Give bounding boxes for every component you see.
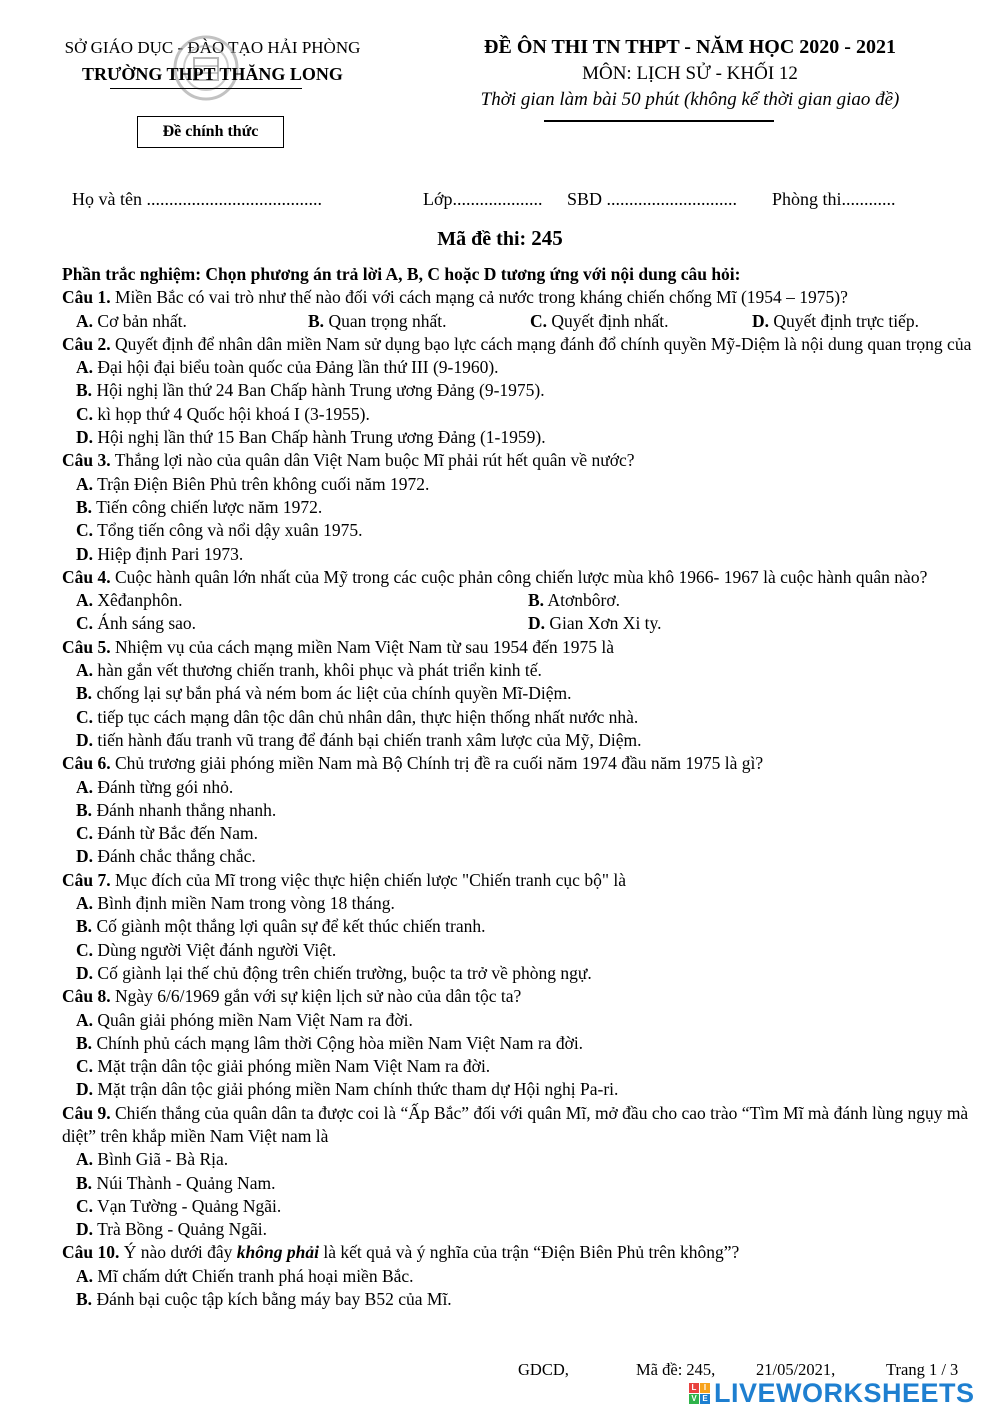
option-text: Quyết định nhất. bbox=[551, 310, 669, 331]
option-letter: C. bbox=[76, 706, 94, 727]
option-text: Mặt trận dân tộc giải phóng miền Nam chính thức tham dự Hội nghị Pa-ri. bbox=[97, 1079, 619, 1100]
option-text: Đánh nhanh thắng nhanh. bbox=[96, 799, 277, 820]
option-text: Quyết định trực tiếp. bbox=[773, 310, 919, 331]
option[interactable] bbox=[62, 1195, 982, 1218]
option[interactable] bbox=[62, 1078, 982, 1101]
logo-letter-e: E bbox=[700, 1394, 710, 1404]
option[interactable] bbox=[528, 612, 980, 635]
option-text: Quân giải phóng miền Nam Việt Nam ra đời. bbox=[97, 1009, 413, 1030]
option-text: Đánh từng gói nhỏ. bbox=[97, 776, 234, 797]
option-letter: C. bbox=[76, 939, 94, 960]
option-letter: D. bbox=[752, 310, 770, 331]
option-letter: C. bbox=[76, 1195, 94, 1216]
option[interactable] bbox=[62, 426, 982, 449]
exam-code-label: Mã đề thi: bbox=[437, 228, 527, 250]
question-7 bbox=[62, 869, 982, 892]
student-name-field[interactable]: Họ và tên ....................................... bbox=[72, 189, 322, 209]
option-letter: B. bbox=[76, 916, 93, 937]
option-text: Đánh chắc thắng chắc. bbox=[97, 846, 256, 867]
option-letter: A. bbox=[76, 893, 94, 914]
logo-letter-i: I bbox=[700, 1383, 710, 1393]
question-label: Câu 4. bbox=[62, 566, 111, 587]
question-4 bbox=[62, 566, 982, 589]
footer-page: Trang 1 / 3 bbox=[886, 1360, 959, 1379]
option-letter: A. bbox=[76, 590, 94, 611]
option-letter: B. bbox=[528, 590, 545, 611]
question-text: Thắng lợi nào của quân dân Việt Nam buộc Mĩ phải rút hết quân về nước? bbox=[114, 450, 635, 471]
question-text: Quyết định để nhân dân miền Nam sử dụng bạo lực cách mạng đánh đổ chính quyền Mỹ-Diệm là nội dung quan trọng của bbox=[115, 333, 972, 354]
option-text: tiếp tục cách mạng dân tộc dân chủ nhân dân, thực hiện thống nhất nước nhà. bbox=[97, 706, 639, 727]
question-text: Cuộc hành quân lớn nhất của Mỹ trong các cuộc phản công chiến lược mùa khô 1966- 1967 là cuộc hành quân nào? bbox=[115, 566, 928, 587]
question-5 bbox=[62, 636, 982, 659]
option[interactable] bbox=[62, 1148, 982, 1171]
option-letter: A. bbox=[76, 357, 94, 378]
liveworksheets-icon bbox=[689, 1383, 710, 1404]
option-letter: C. bbox=[76, 1056, 94, 1077]
question-3 bbox=[62, 449, 982, 472]
school-underline bbox=[110, 88, 302, 89]
option-text: Mặt trận dân tộc giải phóng miền Nam Việt Nam ra đời. bbox=[97, 1056, 491, 1077]
option-text: Trận Điện Biên Phủ trên không cuối năm 1972. bbox=[97, 473, 430, 494]
option-text: tiến hành đấu tranh vũ trang để đánh bại chiến tranh xâm lược của Mỹ, Diệm. bbox=[97, 729, 642, 750]
question-label: Câu 9. bbox=[62, 1102, 111, 1123]
option-text: Mĩ chấm dứt Chiến tranh phá hoại miền Bắc. bbox=[97, 1265, 414, 1286]
option-letter: D. bbox=[76, 846, 94, 867]
option-text: Đánh từ Bắc đến Nam. bbox=[97, 823, 259, 844]
exam-code-value: 245 bbox=[531, 226, 563, 250]
option[interactable] bbox=[62, 892, 982, 915]
footer-date: 21/05/2021, bbox=[756, 1360, 836, 1379]
question-list bbox=[62, 263, 982, 1311]
option-letter: B. bbox=[76, 1032, 93, 1053]
logo-letter-v: V bbox=[689, 1394, 699, 1404]
option-text: Chính phủ cách mạng lâm thời Cộng hòa miền Nam Việt Nam ra đời. bbox=[96, 1032, 584, 1053]
footer-code: Mã đề: 245, bbox=[636, 1360, 716, 1379]
option-letter: C. bbox=[76, 823, 94, 844]
option[interactable] bbox=[62, 962, 982, 985]
question-text-before: Ý nào dưới đây bbox=[123, 1242, 237, 1263]
department-name: SỞ GIÁO DỤC - ĐÀO TẠO HẢI PHÒNG bbox=[64, 38, 361, 57]
option-text: Bình định miền Nam trong vòng 18 tháng. bbox=[97, 893, 395, 914]
liveworksheets-text: LIVEWORKSHEETS bbox=[714, 1377, 975, 1408]
option-text: Cơ bản nhất. bbox=[97, 310, 187, 331]
option-letter: B. bbox=[76, 496, 93, 517]
option-text: Đại hội đại biểu toàn quốc của Đảng lần thứ III (9-1960). bbox=[97, 357, 499, 378]
footer-subject: GDCD, bbox=[518, 1360, 569, 1379]
option-text: Gian Xơn Xi ty. bbox=[549, 613, 662, 634]
option-text: Núi Thành - Quảng Nam. bbox=[96, 1172, 276, 1193]
option-letter: A. bbox=[76, 1265, 94, 1286]
option-text: Cố giành lại thế chủ động trên chiến trường, buộc ta trở về phòng ngự. bbox=[97, 962, 592, 983]
option[interactable] bbox=[62, 1009, 982, 1032]
question-text-after: là kết quả và ý nghĩa của trận “Điện Biên Phủ trên không”? bbox=[318, 1242, 740, 1263]
option-letter: B. bbox=[76, 1289, 93, 1310]
option[interactable] bbox=[308, 310, 530, 333]
option-text: Cố giành một thắng lợi quân sự để kết thúc chiến tranh. bbox=[96, 916, 486, 937]
option[interactable] bbox=[62, 822, 982, 845]
option-letter: D. bbox=[76, 729, 94, 750]
question-label: Câu 2. bbox=[62, 333, 111, 354]
option-letter: D. bbox=[76, 427, 94, 448]
option[interactable] bbox=[62, 403, 982, 426]
options-row bbox=[62, 310, 982, 333]
option-text: Ánh sáng sao. bbox=[97, 613, 197, 634]
option[interactable] bbox=[62, 845, 982, 868]
option-text: hàn gắn vết thương chiến tranh, khôi phục và phát triển kinh tế. bbox=[97, 660, 542, 681]
option-letter: B. bbox=[76, 683, 93, 704]
option-letter: C. bbox=[76, 403, 94, 424]
option-text: Hiệp định Pari 1973. bbox=[97, 543, 244, 564]
question-text: Miền Bắc có vai trò như thế nào đối với cách mạng cả nước trong kháng chiến chống Mĩ (1954 – 1975)? bbox=[115, 287, 848, 308]
question-10 bbox=[62, 1241, 982, 1264]
option-text: chống lại sự bắn phá và ném bom ác liệt của chính quyền Mĩ-Diệm. bbox=[96, 683, 572, 704]
option[interactable] bbox=[62, 1055, 982, 1078]
option[interactable] bbox=[62, 379, 982, 402]
option[interactable] bbox=[528, 589, 980, 612]
option-letter: D. bbox=[76, 962, 94, 983]
option-text: Quan trọng nhất. bbox=[328, 310, 447, 331]
option[interactable] bbox=[62, 682, 982, 705]
option-letter: C. bbox=[530, 310, 548, 331]
option[interactable] bbox=[62, 729, 982, 752]
option-letter: D. bbox=[76, 543, 94, 564]
question-1 bbox=[62, 286, 982, 309]
question-label: Câu 7. bbox=[62, 869, 111, 890]
question-text: Chủ trương giải phóng miền Nam mà Bộ Chính trị đề ra cuối năm 1974 đầu năm 1975 là gì? bbox=[115, 753, 764, 774]
sbd-field[interactable]: SBD ............................. bbox=[567, 189, 738, 209]
option-text: Hội nghị lần thứ 15 Ban Chấp hành Trung ương Đảng (1-1959). bbox=[97, 427, 546, 448]
option-letter: A. bbox=[76, 776, 94, 797]
option-letter: B. bbox=[76, 380, 93, 401]
option-text: kì họp thứ 4 Quốc hội khoá I (3-1955). bbox=[97, 403, 370, 424]
question-label: Câu 10. bbox=[62, 1242, 120, 1263]
exam-subject: MÔN: LỊCH SỬ - KHỐI 12 bbox=[582, 63, 798, 84]
option[interactable] bbox=[62, 519, 982, 542]
option[interactable] bbox=[62, 1288, 982, 1311]
option-letter: D. bbox=[528, 613, 546, 634]
option-text: Vạn Tường - Quảng Ngãi. bbox=[97, 1195, 282, 1216]
option[interactable] bbox=[62, 496, 982, 519]
option[interactable] bbox=[62, 1032, 982, 1055]
question-label: Câu 6. bbox=[62, 753, 111, 774]
instructions: Phần trắc nghiệm: Chọn phương án trả lời A, B, C hoặc D tương ứng với nội dung câu hỏi: bbox=[62, 264, 741, 284]
question-9 bbox=[62, 1102, 982, 1149]
option-letter: A. bbox=[76, 473, 94, 494]
option-text: Trà Bồng - Quảng Ngãi. bbox=[97, 1219, 268, 1240]
option-text: Xêđanphôn. bbox=[97, 590, 183, 611]
option[interactable] bbox=[62, 1172, 982, 1195]
option-text: Hội nghị lần thứ 24 Ban Chấp hành Trung ương Đảng (9-1975). bbox=[96, 380, 545, 401]
option-text: Tổng tiến công và nổi dậy xuân 1975. bbox=[97, 520, 363, 541]
question-8 bbox=[62, 985, 982, 1008]
question-text: Nhiệm vụ của cách mạng miền Nam Việt Nam từ sau 1954 đến 1975 là bbox=[115, 636, 614, 657]
option-letter: D. bbox=[76, 1079, 94, 1100]
options-row bbox=[62, 589, 982, 612]
option[interactable] bbox=[530, 310, 752, 333]
option[interactable] bbox=[62, 473, 982, 496]
question-6 bbox=[62, 752, 982, 775]
option-letter: B. bbox=[308, 310, 325, 331]
option-letter: C. bbox=[76, 613, 94, 634]
option-text: Tiến công chiến lược năm 1972. bbox=[96, 496, 323, 517]
option[interactable] bbox=[62, 915, 982, 938]
exam-time: Thời gian làm bài 50 phút (không kể thời gian giao đề) bbox=[480, 89, 900, 110]
option[interactable] bbox=[62, 1218, 982, 1241]
option-letter: A. bbox=[76, 1009, 94, 1030]
option-letter: A. bbox=[76, 310, 94, 331]
question-label: Câu 1. bbox=[62, 287, 111, 308]
official-label: Đề chính thức bbox=[137, 116, 284, 148]
option-letter: B. bbox=[76, 1172, 93, 1193]
option-text: Dùng người Việt đánh người Việt. bbox=[97, 939, 337, 960]
class-field[interactable]: Lớp.................... bbox=[423, 189, 543, 209]
question-text: Mục đích của Mĩ trong việc thực hiện chiến lược "Chiến tranh cục bộ" là bbox=[115, 869, 626, 890]
logo-letter-l: L bbox=[689, 1383, 699, 1393]
question-2 bbox=[62, 333, 982, 356]
question-label: Câu 5. bbox=[62, 636, 111, 657]
option[interactable] bbox=[76, 589, 528, 612]
option-letter: D. bbox=[76, 1219, 94, 1240]
option[interactable] bbox=[62, 1265, 982, 1288]
exam-code bbox=[0, 226, 1000, 251]
question-emphasis: không phải bbox=[236, 1242, 319, 1263]
option-letter: A. bbox=[76, 1149, 94, 1170]
question-label: Câu 3. bbox=[62, 450, 111, 471]
option[interactable] bbox=[62, 659, 982, 682]
option-text: Đánh bại cuộc tập kích bằng máy bay B52 của Mĩ. bbox=[96, 1289, 452, 1310]
option[interactable] bbox=[62, 543, 982, 566]
question-text: Chiến thắng của quân dân ta được coi là “Ấp Bắc” đối với quân Mĩ, mở đầu cho cao trào “Tìm Mĩ mà đánh lùng ngụy mà diệt” trên khắp miền Nam Việt nam là bbox=[62, 1102, 969, 1146]
option[interactable] bbox=[62, 939, 982, 962]
question-text: Ngày 6/6/1969 gắn với sự kiện lịch sử nào của dân tộc ta? bbox=[115, 986, 522, 1007]
option[interactable] bbox=[62, 799, 982, 822]
option[interactable] bbox=[76, 310, 308, 333]
option-letter: A. bbox=[76, 660, 94, 681]
exam-title: ĐỀ ÔN THI TN THPT - NĂM HỌC 2020 - 2021 bbox=[484, 36, 896, 58]
option-letter: B. bbox=[76, 799, 93, 820]
option[interactable] bbox=[62, 776, 982, 799]
school-name: TRƯỜNG THPT THĂNG LONG bbox=[82, 64, 343, 84]
option[interactable] bbox=[62, 706, 982, 729]
option-text: Bình Giã - Bà Rịa. bbox=[97, 1149, 229, 1170]
room-field[interactable]: Phòng thi............ bbox=[772, 189, 896, 209]
option[interactable] bbox=[62, 356, 982, 379]
option[interactable] bbox=[752, 310, 919, 333]
option[interactable] bbox=[76, 612, 528, 635]
option-letter: C. bbox=[76, 520, 94, 541]
question-label: Câu 8. bbox=[62, 986, 111, 1007]
liveworksheets-logo[interactable] bbox=[689, 1378, 975, 1408]
option-text: Atơnbôrơ. bbox=[547, 590, 620, 611]
title-underline bbox=[544, 120, 774, 122]
options-row bbox=[62, 612, 982, 635]
